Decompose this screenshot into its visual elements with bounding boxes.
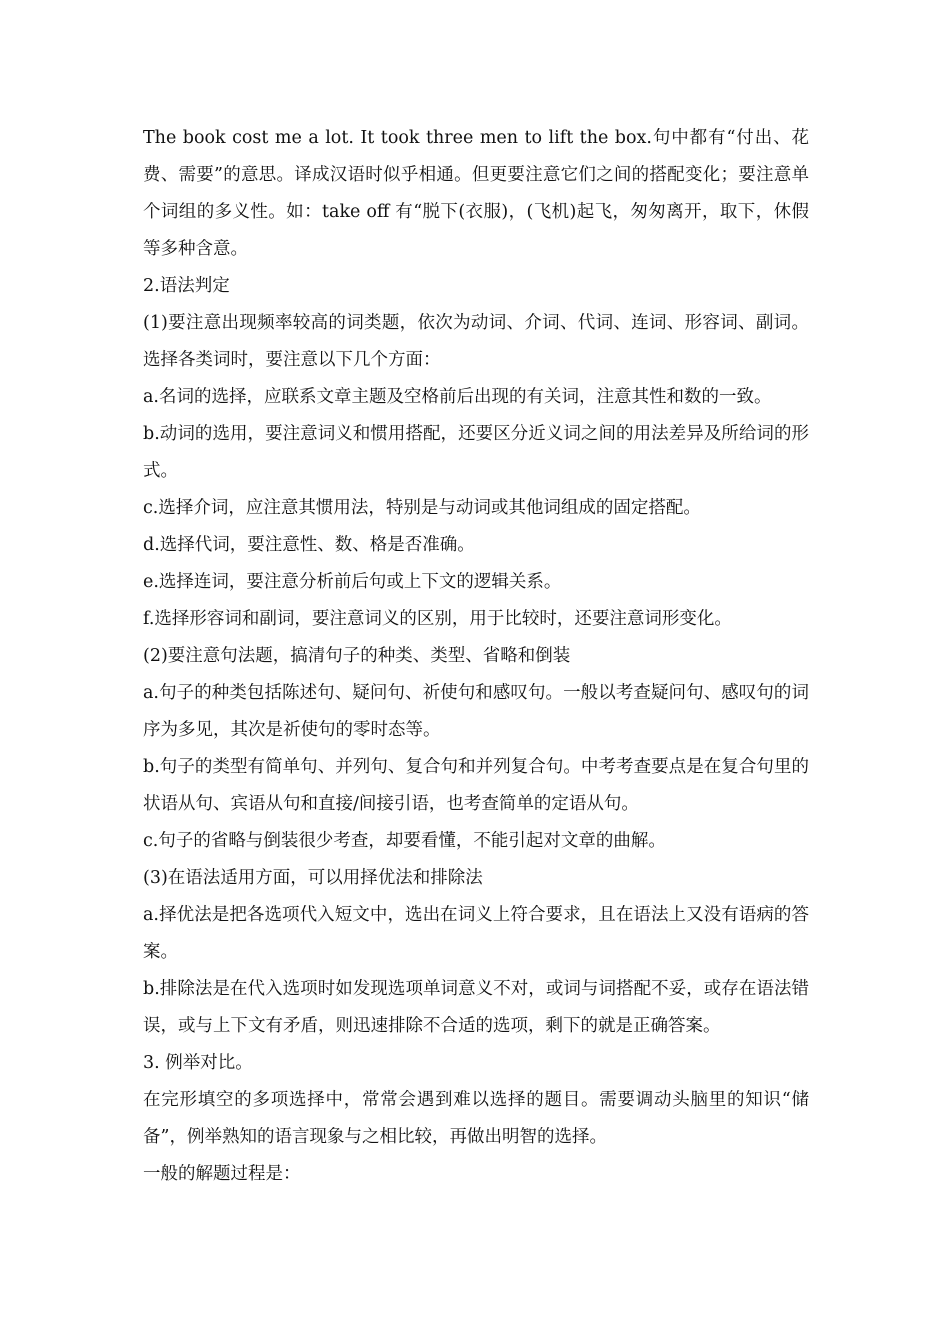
list-item-noun: a.名词的选择，应联系文章主题及空格前后出现的有关词，注意其性和数的一致。 bbox=[143, 387, 772, 407]
document-body bbox=[143, 120, 809, 1193]
list-item-ellipsis-inversion: c.句子的省略与倒装很少考查，却要看懂，不能引起对文章的曲解。 bbox=[143, 831, 666, 851]
paragraph-word-class: (1)要注意出现频率较高的词类题，依次为动词、介词、代词、连词、形容词、副词。选择各类词时，要注意以下几个方面： bbox=[143, 313, 809, 370]
list-item-preposition: c.选择介词，应注意其惯用法，特别是与动词或其他词组成的固定搭配。 bbox=[143, 498, 701, 518]
list-item-sentence-kinds: a.句子的种类包括陈述句、疑问句、祈使句和感叹句。一般以考查疑问句、感叹句的词序为多见，其次是祈使句的零时态等。 bbox=[143, 683, 809, 740]
heading-comparison: 3. 例举对比。 bbox=[143, 1053, 253, 1073]
list-item-selection-method: a.择优法是把各选项代入短文中，选出在词义上符合要求，且在语法上又没有语病的答案。 bbox=[143, 905, 809, 962]
paragraph-process: 一般的解题过程是： bbox=[143, 1164, 301, 1184]
heading-grammar-judgment: 2.语法判定 bbox=[143, 276, 230, 296]
list-item-verb: b.动词的选用，要注意词义和惯用搭配，还要区分近义词之间的用法差异及所给词的形式。 bbox=[143, 424, 809, 481]
list-item-conjunction: e.选择连词，要注意分析前后句或上下文的逻辑关系。 bbox=[143, 572, 562, 592]
paragraph-methods: (3)在语法适用方面，可以用择优法和排除法 bbox=[143, 868, 483, 888]
list-item-pronoun: d.选择代词，要注意性、数、格是否准确。 bbox=[143, 535, 475, 555]
list-item-elimination-method: b.排除法是在代入选项时如发现选项单词意义不对，或词与词搭配不妥，或存在语法错误，或与上下文有矛盾，则迅速排除不合适的选项，剩下的就是正确答案。 bbox=[143, 979, 809, 1036]
paragraph-syntax: (2)要注意句法题，搞清句子的种类、类型、省略和倒装 bbox=[143, 646, 571, 666]
paragraph-intro-example: The book cost me a lot. It took three men to lift the box.句中都有“付出、花费、需要”的意思。译成汉语时似乎相通。但更要注意它们之间的搭配变化；要注意单个词组的多义性。如：take off 有“脱下(衣服)，(飞机)起飞，匆匆离开，取下，休假等多种含意。 bbox=[143, 128, 809, 259]
paragraph-comparison: 在完形填空的多项选择中，常常会遇到难以选择的题目。需要调动头脑里的知识“储备”，例举熟知的语言现象与之相比较，再做出明智的选择。 bbox=[143, 1090, 809, 1147]
list-item-sentence-types: b.句子的类型有简单句、并列句、复合句和并列复合句。中考考查要点是在复合句里的状语从句、宾语从句和直接/间接引语，也考查简单的定语从句。 bbox=[143, 757, 809, 814]
list-item-adjective-adverb: f.选择形容词和副词，要注意词义的区别，用于比较时，还要注意词形变化。 bbox=[143, 609, 732, 629]
